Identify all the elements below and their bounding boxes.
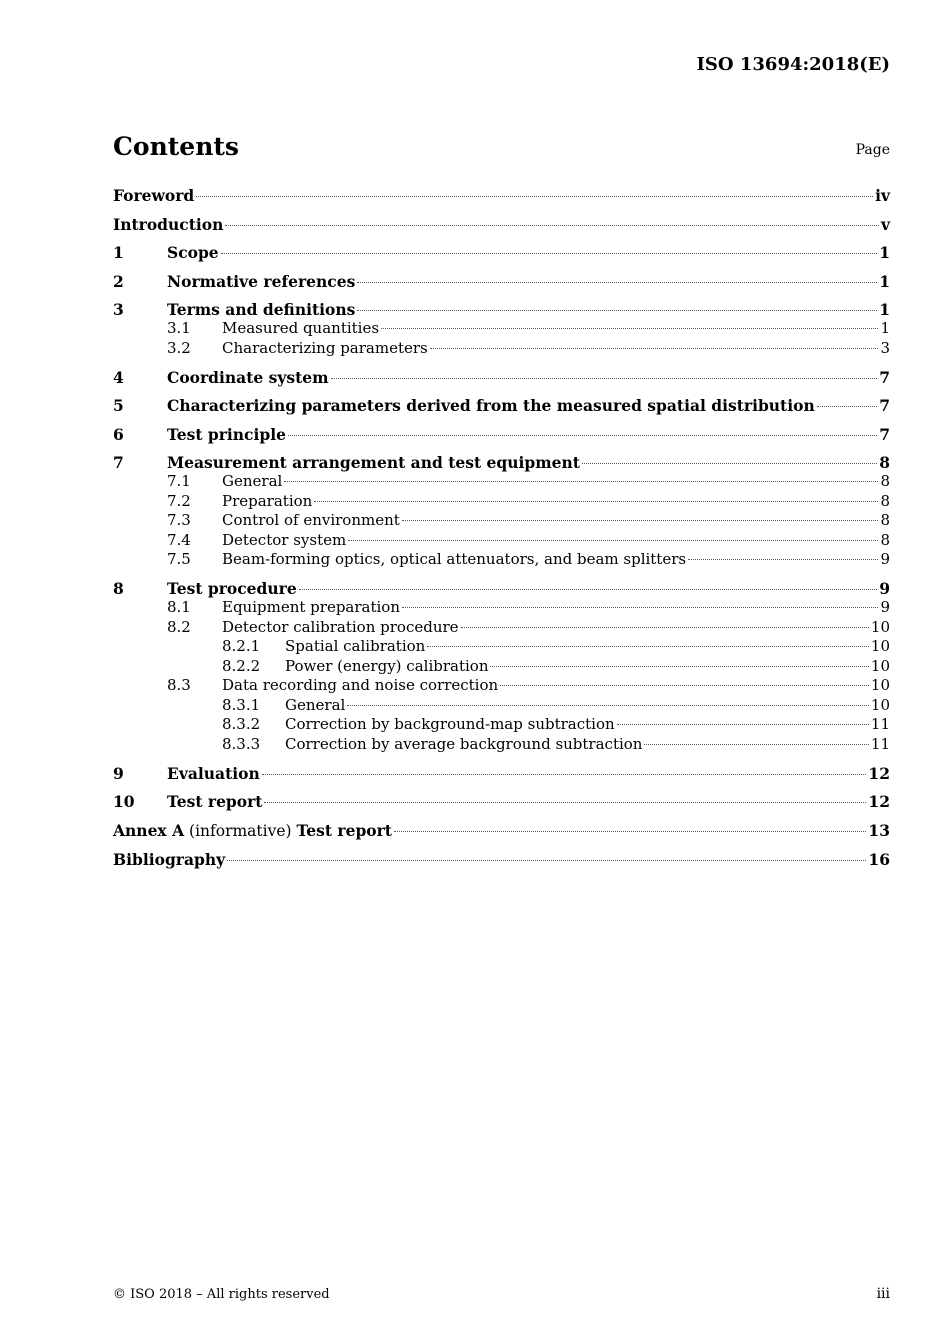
toc-entry-number: 7.1 xyxy=(167,472,191,490)
toc-entry-number: 8.3.1 xyxy=(222,695,261,714)
toc-entry[interactable] xyxy=(113,272,890,291)
toc-entry-title-text: General xyxy=(285,695,346,714)
toc-entry[interactable] xyxy=(113,319,890,339)
dot-leader xyxy=(817,406,877,407)
dot-leader xyxy=(582,463,877,464)
toc-entry-page: 12 xyxy=(868,792,890,811)
toc-entry-page: v xyxy=(880,214,890,234)
toc-entry[interactable] xyxy=(113,453,890,472)
toc-entry-title xyxy=(167,764,260,783)
toc-entry-title xyxy=(285,696,345,716)
toc-entry-page: 10 xyxy=(870,617,890,636)
dot-leader xyxy=(299,589,878,590)
toc-entry-title-text: Characterizing parameters xyxy=(222,338,428,357)
toc-entry-page: 3 xyxy=(880,338,890,357)
toc-entry-number: 8.2.1 xyxy=(222,637,261,655)
toc-entry-page: 16 xyxy=(868,850,890,869)
toc-entry-title-text: Foreword xyxy=(113,186,195,205)
toc-entry-page: 8 xyxy=(879,453,890,472)
toc-entry-title-text: Coordinate system xyxy=(167,367,329,387)
dot-leader xyxy=(227,860,866,861)
toc-entry-number: 2 xyxy=(113,271,124,291)
toc-entry-title xyxy=(167,396,815,415)
toc-entry-page: 13 xyxy=(868,820,890,840)
toc-entry-page: 7 xyxy=(879,396,890,415)
dot-leader xyxy=(284,481,878,482)
toc-entry-title-text: Measurement arrangement and test equipment xyxy=(167,453,580,472)
toc-entry-page: iv xyxy=(875,186,890,205)
toc-entry-title xyxy=(167,579,297,598)
toc-entry-number: 3.1 xyxy=(167,319,191,337)
toc-entry[interactable] xyxy=(113,339,890,359)
toc-entry-title xyxy=(222,339,428,359)
toc-entry-number: 7 xyxy=(113,453,124,472)
dot-leader xyxy=(461,627,869,628)
toc-entry-number: 6 xyxy=(113,424,124,444)
toc-entry[interactable] xyxy=(113,368,890,387)
toc-entry-number: 7.5 xyxy=(167,550,191,568)
toc-entry-title-text: Data recording and noise correction xyxy=(222,676,499,694)
dot-leader xyxy=(357,282,877,283)
toc-entry-title-text: Control of environment xyxy=(222,511,400,529)
toc-entry-title-text: Test procedure xyxy=(167,579,297,598)
toc-entry-page: 1 xyxy=(879,300,890,319)
toc-entry[interactable] xyxy=(113,850,890,869)
toc-entry-title-text: Test principle xyxy=(167,424,286,444)
toc-entry-page: 8 xyxy=(880,530,890,549)
toc-entry-title xyxy=(113,215,223,234)
toc-entry-page: 9 xyxy=(880,598,890,616)
copyright-notice: © ISO 2018 – All rights reserved xyxy=(113,1287,330,1302)
toc-entry-number: 4 xyxy=(113,367,124,387)
toc-entry[interactable] xyxy=(113,243,890,262)
toc-entry[interactable] xyxy=(113,764,890,783)
toc-entry-page: 7 xyxy=(879,367,890,387)
toc-entry[interactable] xyxy=(113,425,890,444)
toc-entry-number: 8.3.2 xyxy=(222,715,261,733)
toc-entry-title xyxy=(167,425,286,444)
toc-entry[interactable] xyxy=(113,186,890,205)
dot-leader xyxy=(314,501,878,502)
toc-entry-title xyxy=(222,531,346,551)
toc-entry-title xyxy=(285,637,425,657)
toc-entry-title-text: Beam-forming optics, optical attenuators, and beam splitters xyxy=(222,550,687,568)
dot-leader xyxy=(348,540,878,541)
toc-entry-number: 8.2 xyxy=(167,617,191,636)
toc-entry-number: 1 xyxy=(113,243,124,262)
dot-leader xyxy=(196,196,873,197)
toc-entry-page: 10 xyxy=(870,695,890,714)
toc-entry[interactable] xyxy=(113,735,890,755)
toc-entry-page: 1 xyxy=(879,271,890,291)
dot-leader xyxy=(430,348,879,349)
toc-entry-number: 3.2 xyxy=(167,338,191,357)
toc-entry-page: 9 xyxy=(880,550,890,568)
toc-entry-title xyxy=(285,735,642,755)
toc-entry[interactable] xyxy=(113,300,890,319)
toc-entry-number: 9 xyxy=(113,763,124,783)
toc-entry-title-text: Scope xyxy=(167,243,219,262)
toc-entry[interactable] xyxy=(113,396,890,415)
toc-entry[interactable] xyxy=(113,792,890,811)
toc-entry[interactable] xyxy=(113,715,890,735)
toc-entry[interactable] xyxy=(113,531,890,551)
toc-entry-title-text: Measured quantities xyxy=(222,319,380,337)
toc-entry-page: 8 xyxy=(880,511,890,529)
toc-entry-page: 1 xyxy=(880,319,890,337)
dot-leader xyxy=(644,744,868,745)
toc-entry-number: 8.3.3 xyxy=(222,734,261,753)
toc-entry-title xyxy=(167,243,219,262)
dot-leader xyxy=(331,378,878,379)
toc-entry-title-text: Equipment preparation xyxy=(222,598,400,616)
toc-entry[interactable] xyxy=(113,637,890,657)
toc-entry-title-text: Normative references xyxy=(167,271,356,291)
toc-entry-title xyxy=(285,657,488,677)
dot-leader xyxy=(347,705,869,706)
toc-entry[interactable] xyxy=(113,696,890,716)
dot-leader xyxy=(288,435,877,436)
toc-entry[interactable] xyxy=(113,676,890,696)
dot-leader xyxy=(221,253,878,254)
toc-entry-number: 7.4 xyxy=(167,530,191,549)
toc-entry-title xyxy=(113,821,392,841)
toc-entry-number: 3 xyxy=(113,300,124,319)
toc-entry-title-text: Detector system xyxy=(222,530,347,549)
dot-leader xyxy=(264,802,866,803)
page-title: Contents xyxy=(113,132,240,161)
dot-leader xyxy=(427,646,869,647)
toc-entry[interactable] xyxy=(113,472,890,492)
toc-entry-title xyxy=(222,618,459,638)
toc-entry-page: 10 xyxy=(870,656,890,675)
toc-entry-page: 11 xyxy=(870,715,890,733)
toc-entry-page: 7 xyxy=(879,424,890,444)
dot-leader xyxy=(357,310,877,311)
toc-entry-annex-type: (informative) xyxy=(184,821,297,840)
toc-entry-page: 1 xyxy=(879,243,890,262)
toc-entry-title-text: Introduction xyxy=(113,214,224,234)
toc-entry-page: 11 xyxy=(870,734,890,753)
toc-entry-title xyxy=(285,715,615,735)
page-number: iii xyxy=(876,1286,890,1302)
toc-entry-annex-title: Test report xyxy=(296,820,392,840)
dot-leader xyxy=(490,666,868,667)
toc-entry-title-text: Correction by background-map subtraction xyxy=(285,715,615,733)
toc-entry-title xyxy=(167,300,355,319)
toc-entry-title xyxy=(222,472,282,492)
toc-entry-number: 8 xyxy=(113,579,124,598)
toc-entry-title-text: Power (energy) calibration xyxy=(285,656,489,675)
toc-entry-title xyxy=(167,453,580,472)
document-id: ISO 13694:2018(E) xyxy=(696,54,890,75)
toc-entry-page: 8 xyxy=(880,472,890,490)
toc-entry-number: 10 xyxy=(113,792,135,811)
toc-entry[interactable] xyxy=(113,550,890,570)
toc-entry-title-text: Correction by average background subtraction xyxy=(285,734,643,753)
toc-entry[interactable] xyxy=(113,215,890,234)
toc-entry-title xyxy=(222,319,379,339)
dot-leader xyxy=(225,225,879,226)
toc-entry-number: 7.2 xyxy=(167,491,191,510)
toc-entry-title xyxy=(113,186,194,205)
toc-entry-title-text: Spatial calibration xyxy=(285,637,426,655)
toc-entry[interactable] xyxy=(113,492,890,512)
toc-entry-page: 8 xyxy=(880,491,890,510)
toc-entry[interactable] xyxy=(113,657,890,677)
dot-leader xyxy=(500,685,869,686)
toc-entry-title xyxy=(222,598,400,618)
toc-entry-page: 10 xyxy=(870,637,890,655)
table-of-contents xyxy=(113,186,890,869)
toc-entry-title xyxy=(167,792,262,811)
toc-entry-title-text: Characterizing parameters derived from the measured spatial distribution xyxy=(167,396,815,415)
toc-entry-page: 12 xyxy=(868,763,890,783)
dot-leader xyxy=(381,328,878,329)
toc-entry-number: 8.1 xyxy=(167,598,191,616)
toc-entry-title xyxy=(222,492,312,512)
toc-entry-page: 9 xyxy=(879,579,890,598)
toc-entry[interactable] xyxy=(113,511,890,531)
toc-entry-title-text: Preparation xyxy=(222,491,313,510)
toc-entry-title xyxy=(222,550,686,570)
dot-leader xyxy=(262,774,867,775)
toc-entry-title-text: Test report xyxy=(167,792,263,811)
toc-entry[interactable] xyxy=(113,618,890,638)
page-column-label: Page xyxy=(855,142,890,158)
toc-entry-title-text: Evaluation xyxy=(167,763,260,783)
dot-leader xyxy=(617,724,869,725)
toc-entry-title xyxy=(167,272,355,291)
toc-entry-number: 5 xyxy=(113,396,124,415)
toc-entry-title-text: Annex A xyxy=(113,820,185,840)
toc-entry-title xyxy=(113,850,225,869)
dot-leader xyxy=(402,607,878,608)
toc-entry[interactable] xyxy=(113,598,890,618)
dot-leader xyxy=(402,520,879,521)
toc-entry-number: 8.2.2 xyxy=(222,656,261,675)
toc-entry[interactable] xyxy=(113,821,890,841)
toc-entry-title xyxy=(222,676,498,696)
toc-entry[interactable] xyxy=(113,579,890,598)
toc-entry-title-text: Detector calibration procedure xyxy=(222,617,459,636)
dot-leader xyxy=(394,831,866,832)
toc-entry-title-text: Bibliography xyxy=(113,850,226,869)
toc-entry-title-text: Terms and definitions xyxy=(167,300,356,319)
dot-leader xyxy=(688,559,878,560)
toc-entry-title xyxy=(222,511,400,531)
toc-entry-title xyxy=(167,368,329,387)
toc-entry-number: 8.3 xyxy=(167,676,191,694)
toc-entry-title-text: General xyxy=(222,472,283,490)
toc-entry-page: 10 xyxy=(870,676,890,694)
toc-entry-number: 7.3 xyxy=(167,511,191,529)
